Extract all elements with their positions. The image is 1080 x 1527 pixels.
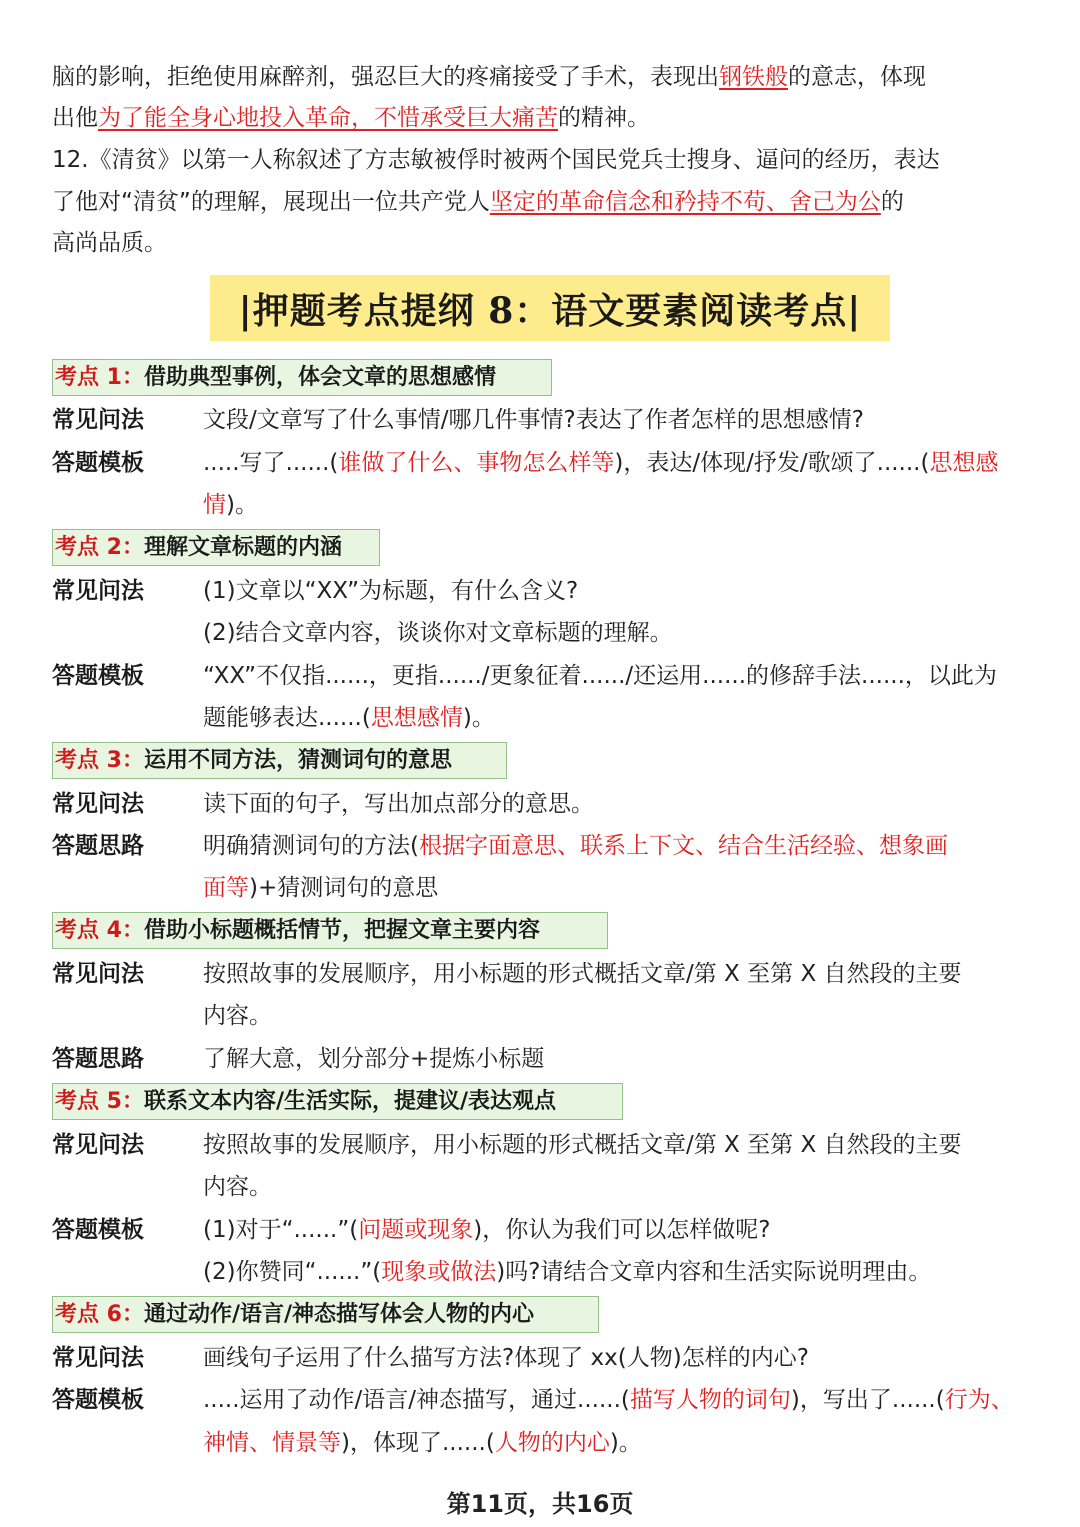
intro-text: 的精神。 — [558, 105, 650, 131]
answer-line — [203, 1215, 1030, 1245]
kaodian-title: 理解文章标题的内涵 — [143, 535, 342, 560]
highlight-text: 为了能全身心地投入革命，不惜承受巨大痛苦 — [98, 105, 558, 131]
intro-text: 的意志，体现 — [788, 64, 926, 90]
intro-line-5: 高尚品质。 — [52, 230, 167, 256]
page-number: 第11页，共16页 — [446, 1490, 634, 1518]
answer-line — [203, 1257, 1030, 1287]
intro-text: 出他 — [52, 105, 98, 131]
answer-text: 题能够表达......( — [203, 705, 371, 731]
answer-line — [203, 448, 1030, 478]
intro-text: 的 — [880, 189, 904, 215]
answer-label: 答题思路 — [52, 1046, 144, 1072]
highlight-text: 情 — [203, 492, 226, 518]
kaodian-label: 考点 5： — [55, 1089, 144, 1114]
kaodian-label: 考点 3： — [55, 748, 144, 773]
answer-text: )，你认为我们可以怎样做呢? — [473, 1217, 771, 1243]
answer-line: 了解大意，划分部分+提炼小标题 — [203, 1046, 545, 1072]
kaodian-heading-1 — [52, 359, 552, 396]
kaodian-title: 通过动作/语言/神态描写体会人物的内心 — [143, 1302, 535, 1327]
question-text: 画线句子运用了什么描写方法?体现了 xx(人物)怎样的内心? — [203, 1345, 809, 1371]
intro-line-2 — [52, 103, 1030, 133]
kaodian-title: 借助典型事例，体会文章的思想感情 — [143, 365, 496, 390]
answer-label: 答题模板 — [52, 663, 144, 689]
answer-text: (2)你赞同“......”( — [203, 1259, 382, 1285]
highlight-text: 坚定的革命信念和矜持不苟、舍己为公 — [489, 189, 881, 215]
kaodian-label: 考点 2： — [55, 535, 144, 560]
answer-line — [203, 831, 1030, 861]
kaodian-heading-5 — [52, 1083, 623, 1120]
kaodian-title: 借助小标题概括情节，把握文章主要内容 — [143, 918, 540, 943]
intro-line-4 — [52, 187, 1030, 217]
question-text: 内容。 — [203, 1003, 272, 1029]
highlight-text: 人物的内心 — [494, 1430, 610, 1456]
kaodian-label: 考点 4： — [55, 918, 144, 943]
kaodian-title: 联系文本内容/生活实际，提建议/表达观点 — [143, 1089, 557, 1114]
answer-text: .....运用了动作/语言/神态描写，通过......( — [203, 1387, 630, 1413]
answer-label: 答题模板 — [52, 1387, 144, 1413]
answer-text: )，写出了......( — [790, 1387, 945, 1413]
section-banner: |押题考点提纲 8：语文要素阅读考点| — [210, 275, 890, 341]
answer-text: )，表达/体现/抒发/歌颂了......( — [614, 450, 930, 476]
question-label: 常见问法 — [52, 578, 144, 604]
answer-text: )。 — [226, 492, 258, 518]
answer-label: 答题模板 — [52, 450, 144, 476]
kaodian-heading-2 — [52, 529, 380, 566]
answer-text: )+猜测词句的意思 — [249, 875, 439, 901]
answer-text: .....写了......( — [203, 450, 339, 476]
intro-line-1 — [52, 62, 1030, 92]
kaodian-title: 运用不同方法，猜测词句的意思 — [143, 748, 452, 773]
answer-line — [203, 873, 1030, 903]
highlight-text: 思想感 — [929, 450, 999, 476]
highlight-text: 钢铁般 — [719, 64, 788, 90]
kaodian-label: 考点 1： — [55, 365, 144, 390]
question-label: 常见问法 — [52, 791, 144, 817]
kaodian-heading-4 — [52, 912, 608, 949]
question-text: 读下面的句子，写出加点部分的意思。 — [203, 791, 594, 817]
question-text: (2)结合文章内容，谈谈你对文章标题的理解。 — [203, 620, 673, 646]
answer-text: )，体现了......( — [341, 1430, 495, 1456]
question-text: 文段/文章写了什么事情/哪几件事情?表达了作者怎样的思想感情? — [203, 407, 864, 433]
answer-line — [203, 1428, 1030, 1458]
question-label: 常见问法 — [52, 961, 144, 987]
highlight-text: 描写人物的词句 — [629, 1387, 791, 1413]
intro-text: 了他对“清贫”的理解，展现出一位共产党人 — [52, 189, 490, 215]
question-text: 按照故事的发展顺序，用小标题的形式概括文章/第 X 至第 X 自然段的主要 — [203, 1132, 962, 1158]
answer-line — [203, 1385, 1030, 1415]
highlight-text: 面等 — [203, 875, 249, 901]
question-text: (1)文章以“XX”为标题，有什么含义? — [203, 578, 579, 604]
question-label: 常见问法 — [52, 407, 144, 433]
highlight-text: 问题或现象 — [358, 1217, 474, 1243]
intro-line-3: 12.《清贫》以第一人称叙述了方志敏被俘时被两个国民党兵士搜身、逼问的经历，表达 — [52, 147, 940, 173]
highlight-text: 根据字面意思、联系上下文、结合生活经验、想象画 — [418, 833, 948, 859]
answer-text: )。 — [462, 705, 495, 731]
answer-text: (1)对于“......”( — [203, 1217, 359, 1243]
answer-line — [203, 490, 1030, 520]
answer-text: )。 — [609, 1430, 642, 1456]
answer-text: 明确猜测词句的方法( — [203, 833, 419, 859]
question-text: 按照故事的发展顺序，用小标题的形式概括文章/第 X 至第 X 自然段的主要 — [203, 961, 962, 987]
question-label: 常见问法 — [52, 1132, 144, 1158]
answer-line — [203, 703, 1030, 733]
answer-label: 答题模板 — [52, 1217, 144, 1243]
kaodian-heading-6 — [52, 1296, 599, 1333]
question-label: 常见问法 — [52, 1345, 144, 1371]
highlight-text: 谁做了什么、事物怎么样等 — [338, 450, 615, 476]
highlight-text: 思想感情 — [370, 705, 463, 731]
highlight-text: 行为、 — [944, 1387, 1014, 1413]
answer-text: )吗?请结合文章内容和生活实际说明理由。 — [496, 1259, 932, 1285]
answer-label: 答题思路 — [52, 833, 144, 859]
intro-text: 脑的影响，拒绝使用麻醉剂，强忍巨大的疼痛接受了手术，表现出 — [52, 64, 719, 90]
highlight-text: 神情、情景等 — [203, 1430, 341, 1456]
kaodian-heading-3 — [52, 742, 507, 779]
answer-line: “XX”不仅指......，更指....../更象征着....../还运用......的修辞手法......，以此为 — [203, 663, 997, 689]
kaodian-label: 考点 6： — [55, 1302, 144, 1327]
question-text: 内容。 — [203, 1174, 272, 1200]
highlight-text: 现象或做法 — [381, 1259, 497, 1285]
